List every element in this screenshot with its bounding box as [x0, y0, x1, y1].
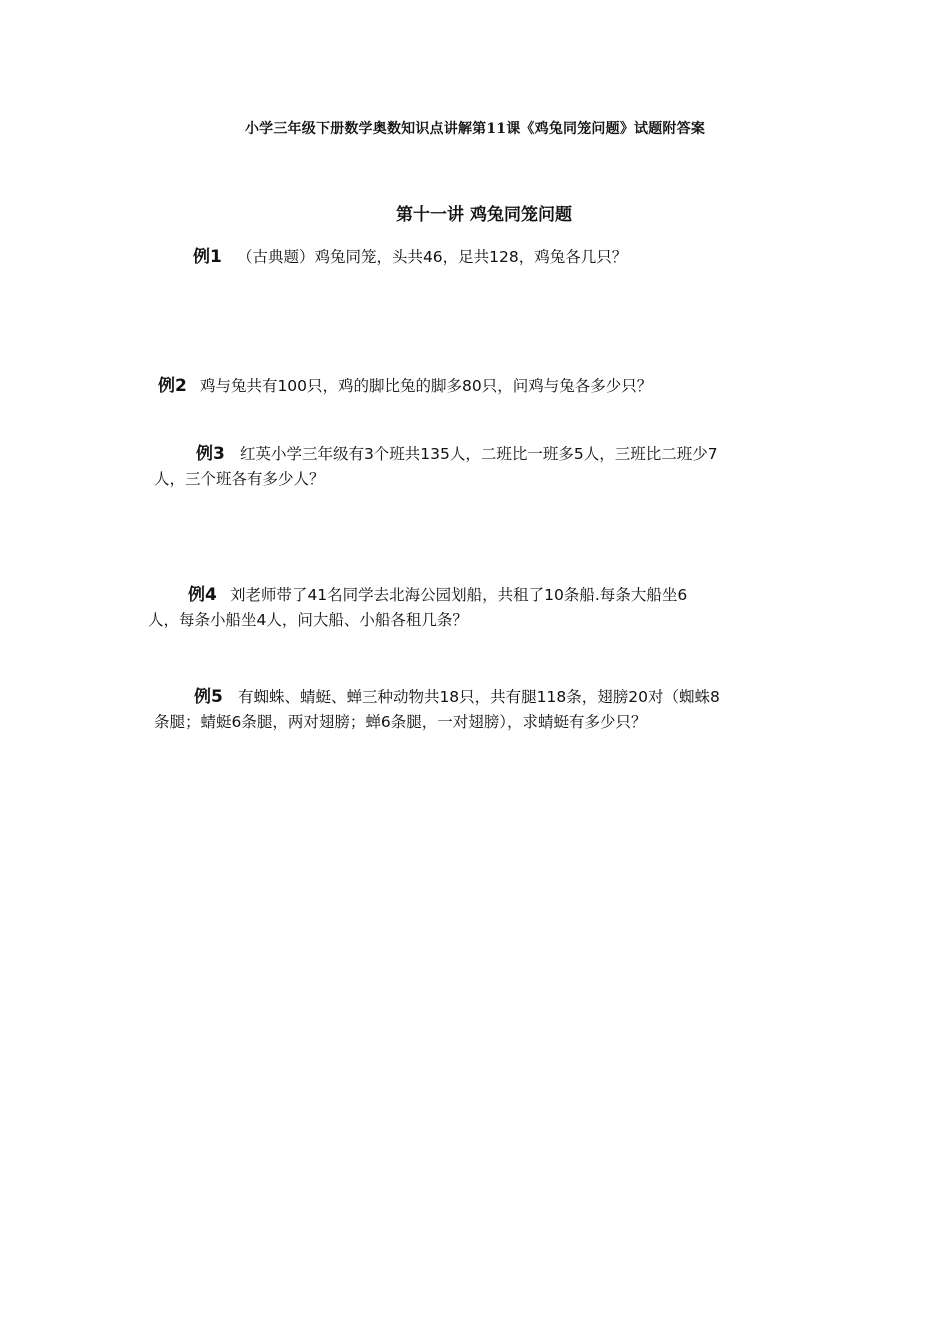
- example-label: 例2: [158, 376, 187, 396]
- example-text: 红英小学三年级有3个班共135人，二班比一班多5人，三班比二班少7: [239, 445, 718, 463]
- example-text: 刘老师带了41名同学去北海公园划船，共租了10条船.每条大船坐6: [229, 586, 688, 604]
- example-label: 例5: [194, 687, 223, 707]
- example-label: 例4: [188, 585, 217, 605]
- example-line: [152, 441, 718, 467]
- document-header-title: 小学三年级下册数学奥数知识点讲解第11课《鸡兔同笼问题》试题附答案: [244, 121, 706, 137]
- lecture-title: 第十一讲 鸡兔同笼问题: [396, 205, 572, 225]
- example-2: [158, 373, 652, 399]
- example-3: [152, 441, 718, 492]
- example-text: 鸡与兔共有100只，鸡的脚比兔的脚多80只，问鸡与兔各多少只？: [199, 377, 653, 395]
- example-text: （古典题）鸡兔同笼，头共46，足共128，鸡兔各几只？: [236, 248, 628, 266]
- example-text: 有蜘蛛、蜻蜓、蝉三种动物共18只，共有腿118条，翅膀20对（蜘蛛8: [237, 688, 720, 706]
- example-4: [146, 582, 687, 633]
- example-text-continued: 人，每条小船坐4人，问大船、小船各租几条？: [148, 611, 468, 629]
- example-5: [154, 684, 720, 735]
- example-text-continued: 条腿；蜻蜓6条腿，两对翅膀；蝉6条腿，一对翅膀），求蜻蜓有多少只？: [154, 713, 647, 731]
- example-line: [154, 684, 720, 710]
- example-label: 例3: [196, 444, 225, 464]
- example-line: [146, 582, 687, 608]
- example-1: [193, 244, 627, 270]
- example-text-continued: 人，三个班各有多少人？: [154, 470, 325, 488]
- example-label: 例1: [193, 247, 222, 267]
